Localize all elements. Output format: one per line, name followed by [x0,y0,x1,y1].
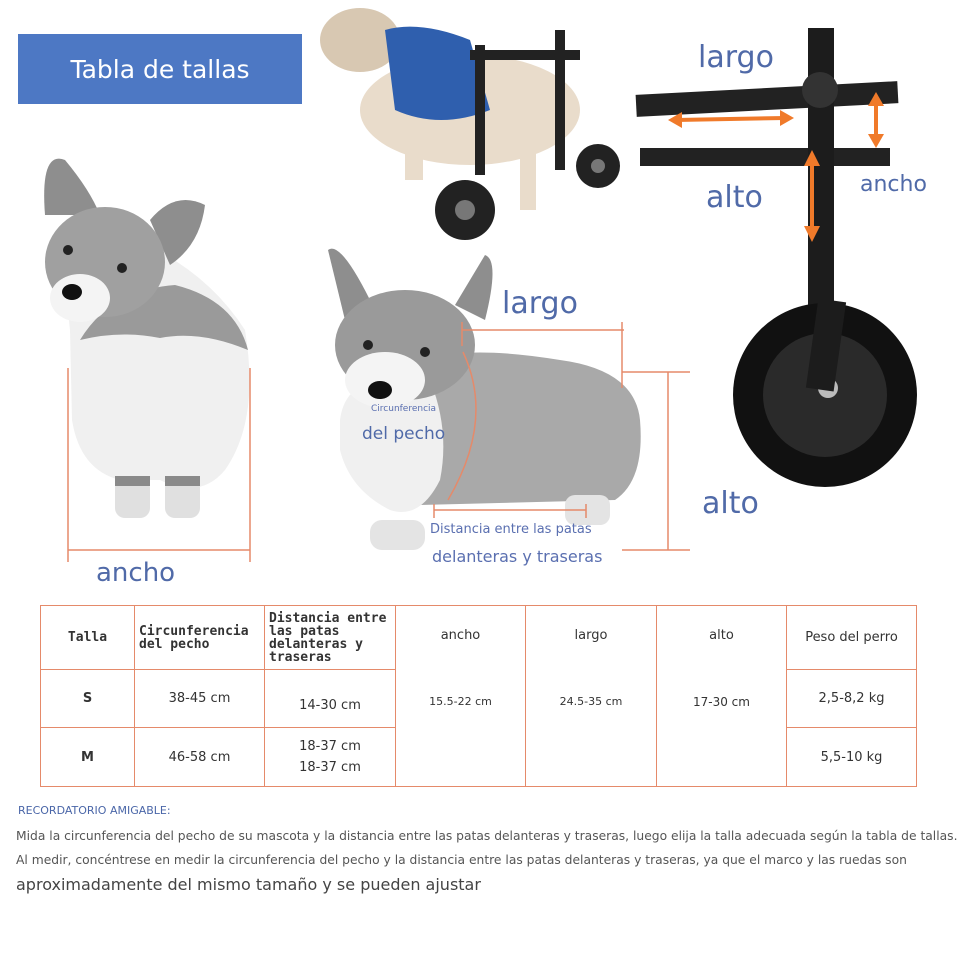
frame-label-ancho: ancho [860,172,927,197]
legs-label-line2: delanteras y traseras [432,547,603,566]
frame-label-alto: alto [706,180,763,215]
side-label-alto: alto [702,486,759,521]
value-largo: 24.5-35 cm [559,695,623,708]
note-line-2: Al medir, concéntrese en medir la circunferencia del pecho y la distancia entre las patas delanteras y traseras, ya que el marco y las ruedas son [16,853,907,867]
note-title: RECORDATORIO AMIGABLE: [18,804,171,817]
note-line-3: aproximadamente del mismo tamaño y se pueden ajustar [16,875,481,894]
legs-m-cell [265,728,396,787]
frame-label-largo: largo [698,40,774,75]
header-ancho-cell [396,606,526,787]
page-title: Tabla de tallas [18,34,302,104]
header-largo: largo [574,628,608,643]
peso-m: 5,5-10 kg [787,728,917,787]
header-largo-cell [526,606,657,787]
legs-m: 18-37 cm [299,739,361,754]
header-alto-cell [657,606,787,787]
header-talla: Talla [41,606,135,670]
back-label-ancho: ancho [96,558,176,588]
size-s: S [41,670,135,728]
size-table [40,605,917,787]
chest-label-small: Circunferencia [371,404,437,414]
header-alto: alto [709,628,734,643]
value-alto: 17-30 cm [693,695,750,709]
legs-m-extra: 18-37 cm [299,760,361,775]
header-legs: Distancia entre las patas delanteras y traseras [265,606,396,670]
side-label-largo: largo [502,286,578,321]
header-ancho: ancho [440,628,481,643]
size-m: M [41,728,135,787]
value-ancho: 15.5-22 cm [429,695,492,708]
chest-label: del pecho [362,424,446,444]
legs-label-line1: Distancia entre las patas [430,522,592,537]
chest-m: 46-58 cm [135,728,265,787]
legs-s: 14-30 cm [265,670,396,728]
peso-s: 2,5-8,2 kg [787,670,917,728]
note-line-1: Mida la circunferencia del pecho de su mascota y la distancia entre las patas delanteras y traseras, luego elija la talla adecuada según la tabla de tallas. [16,829,958,843]
chest-s: 38-45 cm [135,670,265,728]
header-chest: Circunferencia del pecho [135,606,265,670]
header-peso: Peso del perro [787,606,917,670]
